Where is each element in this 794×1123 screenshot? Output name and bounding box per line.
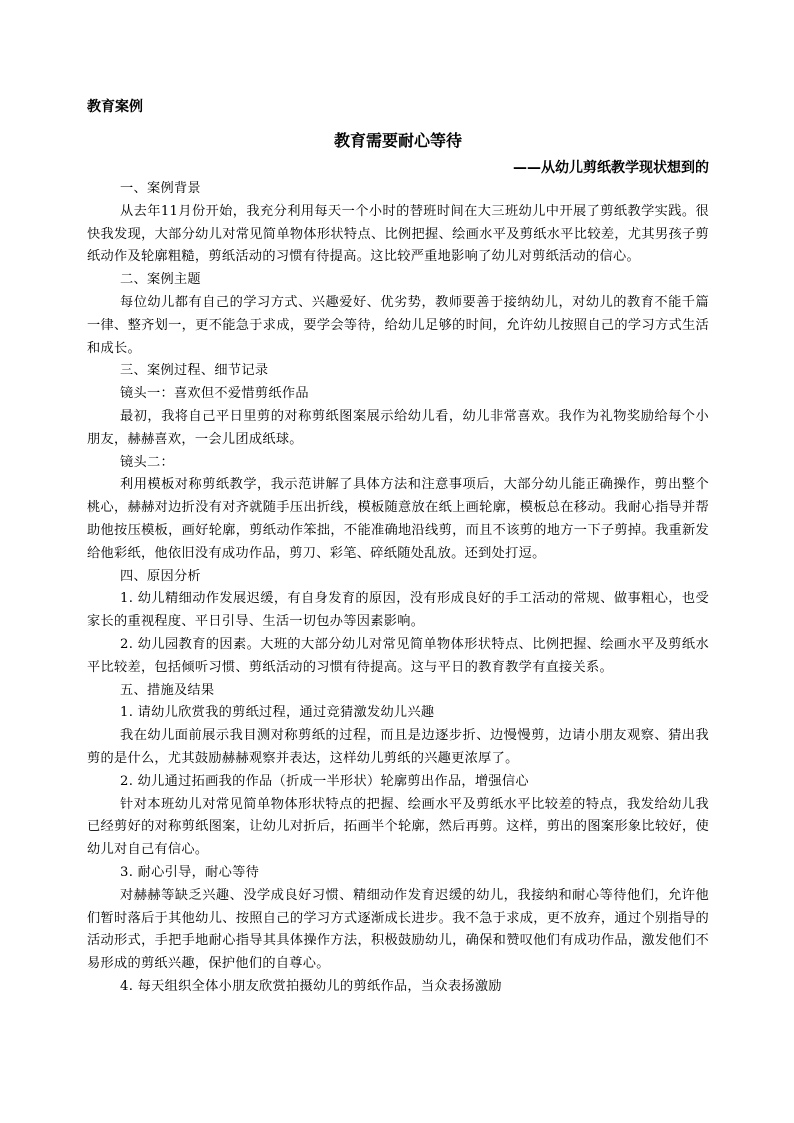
scene-heading: 镜头二： bbox=[120, 454, 174, 470]
section-heading-process: 三、案例过程、细节记录 bbox=[120, 363, 269, 379]
paragraph: 1. 幼儿精细动作发展迟缓，有自身发育的原因，没有形成良好的手工活动的常规、做事粗心，也受家长的重视程度、平日引导、生活一切包办等因素影响。 bbox=[87, 591, 709, 630]
scene-heading: 镜头一：喜欢但不爱惜剪纸作品 bbox=[120, 386, 309, 402]
doc-body bbox=[87, 178, 709, 999]
doc-subtitle: ——从幼儿剪纸教学现状想到的 bbox=[513, 160, 709, 176]
subheading: 4. 每天组织全体小朋友欣赏拍摄幼儿的剪纸作品，当众表扬激励 bbox=[120, 978, 502, 994]
paragraph: 对赫赫等缺乏兴趣、没学成良好习惯、精细动作发育迟缓的幼儿，我接纳和耐心等待他们，允许他们暂时落后于其他幼儿、按照自己的学习方式逐渐成长进步。我不急于求成，更不放弃，通过个别指导的活动形式，手把手地耐心指导其具体操作方法，积极鼓励幼儿，确保和赞叹他们有成功作品，激发他们不易形成的剪纸兴趣，保护他们的自尊心。 bbox=[87, 887, 709, 972]
document-page bbox=[87, 96, 709, 999]
subheading: 1. 请幼儿欣赏我的剪纸过程，通过竞猜激发幼儿兴趣 bbox=[120, 705, 435, 721]
paragraph: 我在幼儿面前展示我目测对称剪纸的过程，而且是边逐步折、边慢慢剪，边请小朋友观察、猜出我剪的是什么，尤其鼓励赫赫观察并表达，这样幼儿剪纸的兴趣更浓厚了。 bbox=[87, 728, 709, 766]
doc-category-label: 教育案例 bbox=[87, 99, 143, 115]
paragraph: 针对本班幼儿对常见简单物体形状特点的把握、绘画水平及剪纸水平比较差的特点，我发给幼儿我已经剪好的对称剪纸图案，让幼儿对折后，拓画半个轮廓，然后再剪。这样，剪出的图案形象比较好，使幼儿对自己有信心。 bbox=[87, 796, 709, 858]
paragraph: 2. 幼儿园教育的因素。大班的大部分幼儿对常见简单物体形状特点、比例把握、绘画水平及剪纸水平比较差，包括倾听习惯、剪纸活动的习惯有待提高。这与平日的教育教学有直接关系。 bbox=[87, 636, 709, 675]
paragraph: 利用模板对称剪纸教学，我示范讲解了具体方法和注意事项后，大部分幼儿能正确操作，剪出整个桃心，赫赫对边折没有对齐就随手压出折线，模板随意放在纸上画轮廓，模板总在移动。我耐心指导并帮助他按压模板，画好轮廓，剪纸动作笨拙，不能准确地沿线剪，而且不该剪的地方一下子剪掉。我重新发给他彩纸，他依旧没有成功作品，剪刀、彩笔、碎纸随处乱放。还到处打逗。 bbox=[87, 477, 709, 561]
section-heading-measures: 五、措施及结果 bbox=[120, 682, 215, 698]
section-heading-background: 一、案例背景 bbox=[120, 181, 201, 196]
subheading: 2. 幼儿通过拓画我的作品（折成一半形状）轮廓剪出作品，增强信心 bbox=[120, 773, 529, 789]
subheading: 3. 耐心引导，耐心等待 bbox=[120, 864, 260, 880]
paragraph: 每位幼儿都有自己的学习方式、兴趣爱好、优劣势，教师要善于接纳幼儿，对幼儿的教育不能千篇一律、整齐划一，更不能急于求成，要学会等待，给幼儿足够的时间，允许幼儿按照自己的学习方式生活和成长。 bbox=[87, 294, 709, 356]
paragraph: 从去年11月份开始，我充分利用每天一个小时的替班时间在大三班幼儿中开展了剪纸教学实践。很快我发现，大部分幼儿对常见简单物体形状特点、比例把握、绘画水平及剪纸水平比较差，尤其男孩子剪纸动作及轮廓粗糙，剪纸活动的习惯有待提高。这比较严重地影响了幼儿对剪纸活动的信心。 bbox=[87, 203, 709, 265]
section-heading-analysis: 四、原因分析 bbox=[120, 568, 201, 584]
doc-title: 教育需要耐心等待 bbox=[333, 131, 462, 150]
paragraph: 最初，我将自己平日里剪的对称剪纸图案展示给幼儿看，幼儿非常喜欢。我作为礼物奖励给每个小朋友，赫赫喜欢，一会儿团成纸球。 bbox=[87, 408, 709, 447]
section-heading-theme: 二、案例主题 bbox=[120, 272, 201, 288]
